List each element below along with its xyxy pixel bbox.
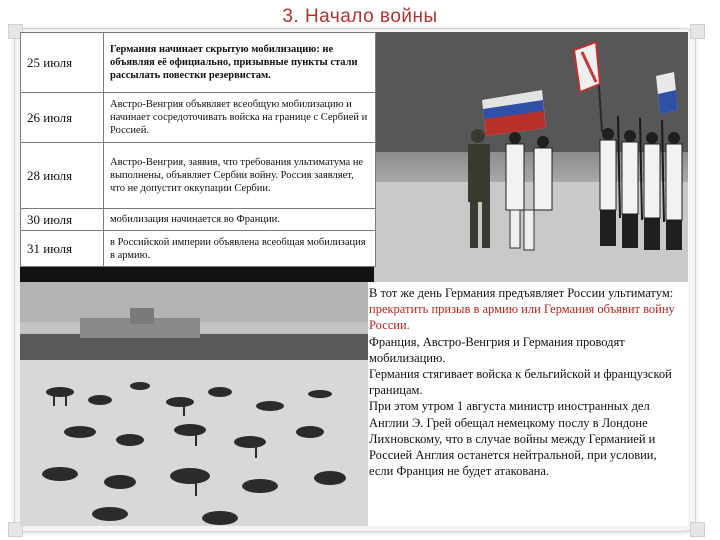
narrative-text-box [368, 282, 688, 526]
narrative-germany-troops: Германия стягивает войска к бельгийской и французской границам. [369, 367, 672, 398]
mobilization-timeline-table [20, 32, 376, 267]
frame-corner-bottom-right [690, 522, 705, 537]
frame-corner-top-right [690, 24, 705, 39]
event-description: Австро-Венгрия, заявив, что требования ультиматума не выполнены, объявляет Сербии войну. Россия заявляет, что не допустит оккупации Сербии. [104, 143, 376, 209]
photo-troop-review [374, 32, 688, 282]
mobilization-square-illustration [20, 282, 368, 526]
narrative-mobilization: Франция, Австро-Венгрия и Германия проводят мобилизацию. [369, 334, 625, 365]
event-description: Австро-Венгрия объявляет всеобщую мобилизацию и начинает сосредоточивать войска на границе с Сербией и Россией. [104, 93, 376, 143]
narrative-ultimatum-intro: В тот же день Германия предъявляет России ультиматум: [369, 286, 674, 300]
event-description: мобилизация начинается во Франции. [104, 209, 376, 231]
troop-review-illustration [374, 32, 688, 282]
slide-title: 3. Начало войны [282, 6, 438, 27]
event-date: 26 июля [21, 93, 104, 143]
table-row [21, 93, 376, 143]
table-row [21, 209, 376, 231]
event-date: 30 июля [21, 209, 104, 231]
event-date: 31 июля [21, 231, 104, 267]
event-date: 25 июля [21, 33, 104, 93]
event-description: в Российской империи объявлена всеобщая мобилизация в армию. [104, 231, 376, 267]
table-row [21, 231, 376, 267]
event-description: Германия начинает скрытую мобилизацию: не объявляя её официально, призывные пункты стали рассылать повестки резервистам. [104, 33, 376, 93]
table-row [21, 143, 376, 209]
photo-mobilization-square [20, 282, 368, 526]
narrative-grey-promise: При этом утром 1 августа министр иностранных дел Англии Э. Грей обещал немецкому послу в Лондоне Лихновскому, что в случае войны между Германией и Россией Англия останется нейтральной, при условии, если Франция не будет атакована. [369, 399, 657, 479]
event-date: 28 июля [21, 143, 104, 209]
table-row [21, 33, 376, 93]
narrative-ultimatum-demand: прекратить призыв в армию или Германия объявит войну России. [369, 302, 675, 333]
